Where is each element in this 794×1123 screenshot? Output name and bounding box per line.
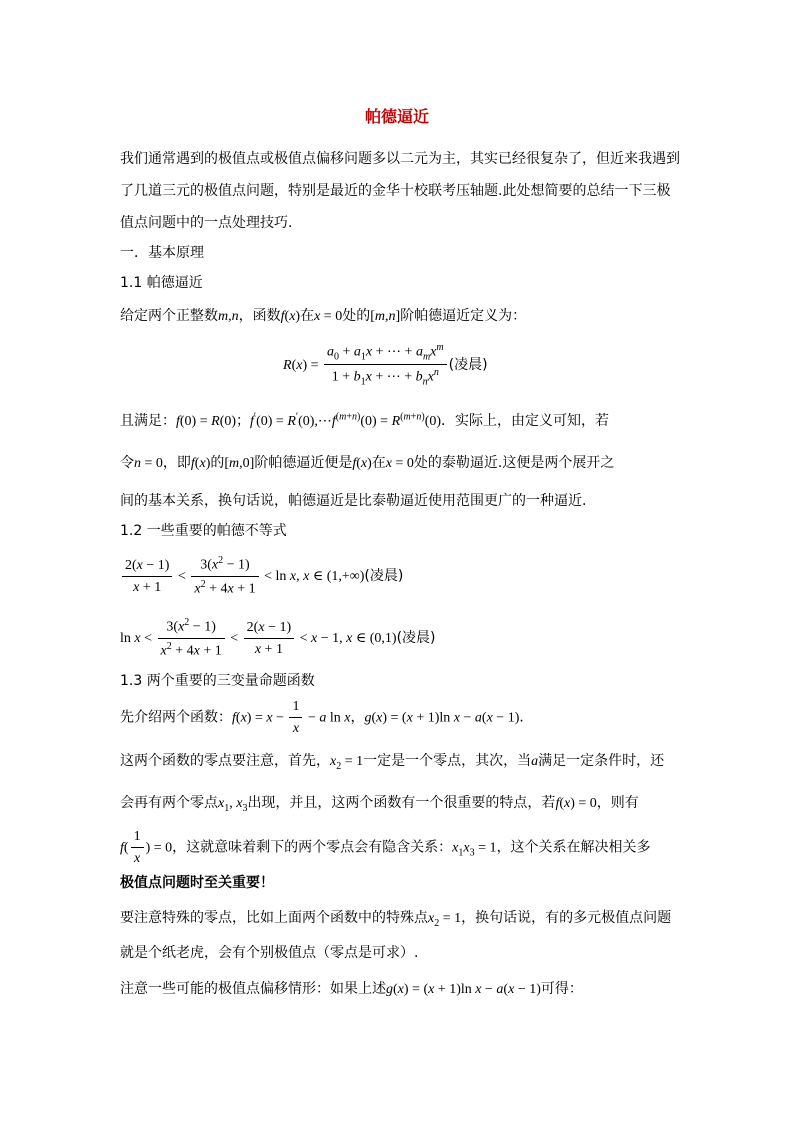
pade-formula: R(x) = $\frac{a_0 + a_1x + \cdots + a_mx^m}{1 + b_1x + \cdots + b_nx^n}$ (凌晨) <box>283 342 488 388</box>
intro-line-2: 了几道三元的极值点问题，特别是最近的金华十校联考压轴题.此处想简要的总结一下三极 <box>120 183 671 199</box>
basic-relation-line: 间的基本关系，换句话说，帕德逼近是比泰勒逼近使用范围更广的一种逼近. <box>120 493 587 509</box>
subsection-heading-1-3: 1.3 两个重要的三变量命题函数 <box>120 673 315 689</box>
condition-line: 且满足：f(0) = R(0)；$f'(0) = R'(0),\cdots f^{(m+n)}(0) = R^{(m+n)}(0)$．实际上，由定义可知，若 <box>120 411 610 429</box>
intro-line-3: 值点问题中的一点处理技巧. <box>120 215 293 231</box>
subsection-heading-1-1: 1.1 帕德逼近 <box>120 275 203 291</box>
zeros-line-3: f( $\frac{1}{x}$ ) = 0，这就意味着剩下的两个零点会有隐含关系：$x_1x_3 = 1$，这个关系在解决相关多 <box>120 829 651 866</box>
zeros-line-1: 这两个函数的零点要注意，首先，$x_2 = 1$一定是一个零点，其次，当a满足一定条件时，还 <box>120 753 665 772</box>
zeros-line-4: 极值点问题时至关重要！ <box>120 875 274 891</box>
pade-inequality-2: ln x < $\frac{3(x^2 - 1)}{x^2 + 4x + 1}$ < $\frac{2(x - 1)}{x + 1}$ < x − 1, x ∈ (0,1)(凌晨) <box>120 617 436 659</box>
document-title: 帕德逼近 <box>364 107 429 126</box>
offset-line: 注意一些可能的极值点偏移情形：如果上述g(x) = (x + 1)ln x − a(x − 1)可得： <box>120 981 583 997</box>
pade-inequality-1: $\frac{2(x - 1)}{x + 1}$ < $\frac{3(x^2 - 1)}{x^2 + 4x + 1}$ < ln x, x ∈ (1,+∞)(凌晨) <box>120 555 680 597</box>
definition-line: 给定两个正整数m,n，函数f(x)在x = 0处的[m,n]阶帕德逼近定义为： <box>120 308 527 324</box>
special-zero-line-1: 要注意特殊的零点，比如上面两个函数中的特殊点$x_2 = 1$，换句话说，有的多元极值点问题 <box>120 910 672 929</box>
special-zero-line-2: 就是个纸老虎，会有个别极值点（零点是可求）. <box>120 945 419 961</box>
let-line: 令n = 0，即f(x)的[m,0]阶帕德逼近便是f(x)在x = 0处的泰勒逼近.这便是两个展开之 <box>120 455 615 471</box>
zeros-line-2: 会再有两个零点$x_1$, $x_3$出现，并且，这两个函数有一个很重要的特点，若f(x) = 0，则有 <box>120 795 639 814</box>
section-heading-1: 一．基本原理 <box>120 245 204 261</box>
intro-line-1: 我们通常遇到的极值点或极值点偏移问题多以二元为主，其实已经很复杂了，但近来我遇到 <box>120 151 680 167</box>
functions-line: 先介绍两个函数：f(x) = x − $\frac{1}{x}$ − a ln x，g(x) = (x + 1)ln x − a(x − 1)． <box>120 699 534 736</box>
subsection-heading-1-2: 1.2 一些重要的帕德不等式 <box>120 523 287 539</box>
